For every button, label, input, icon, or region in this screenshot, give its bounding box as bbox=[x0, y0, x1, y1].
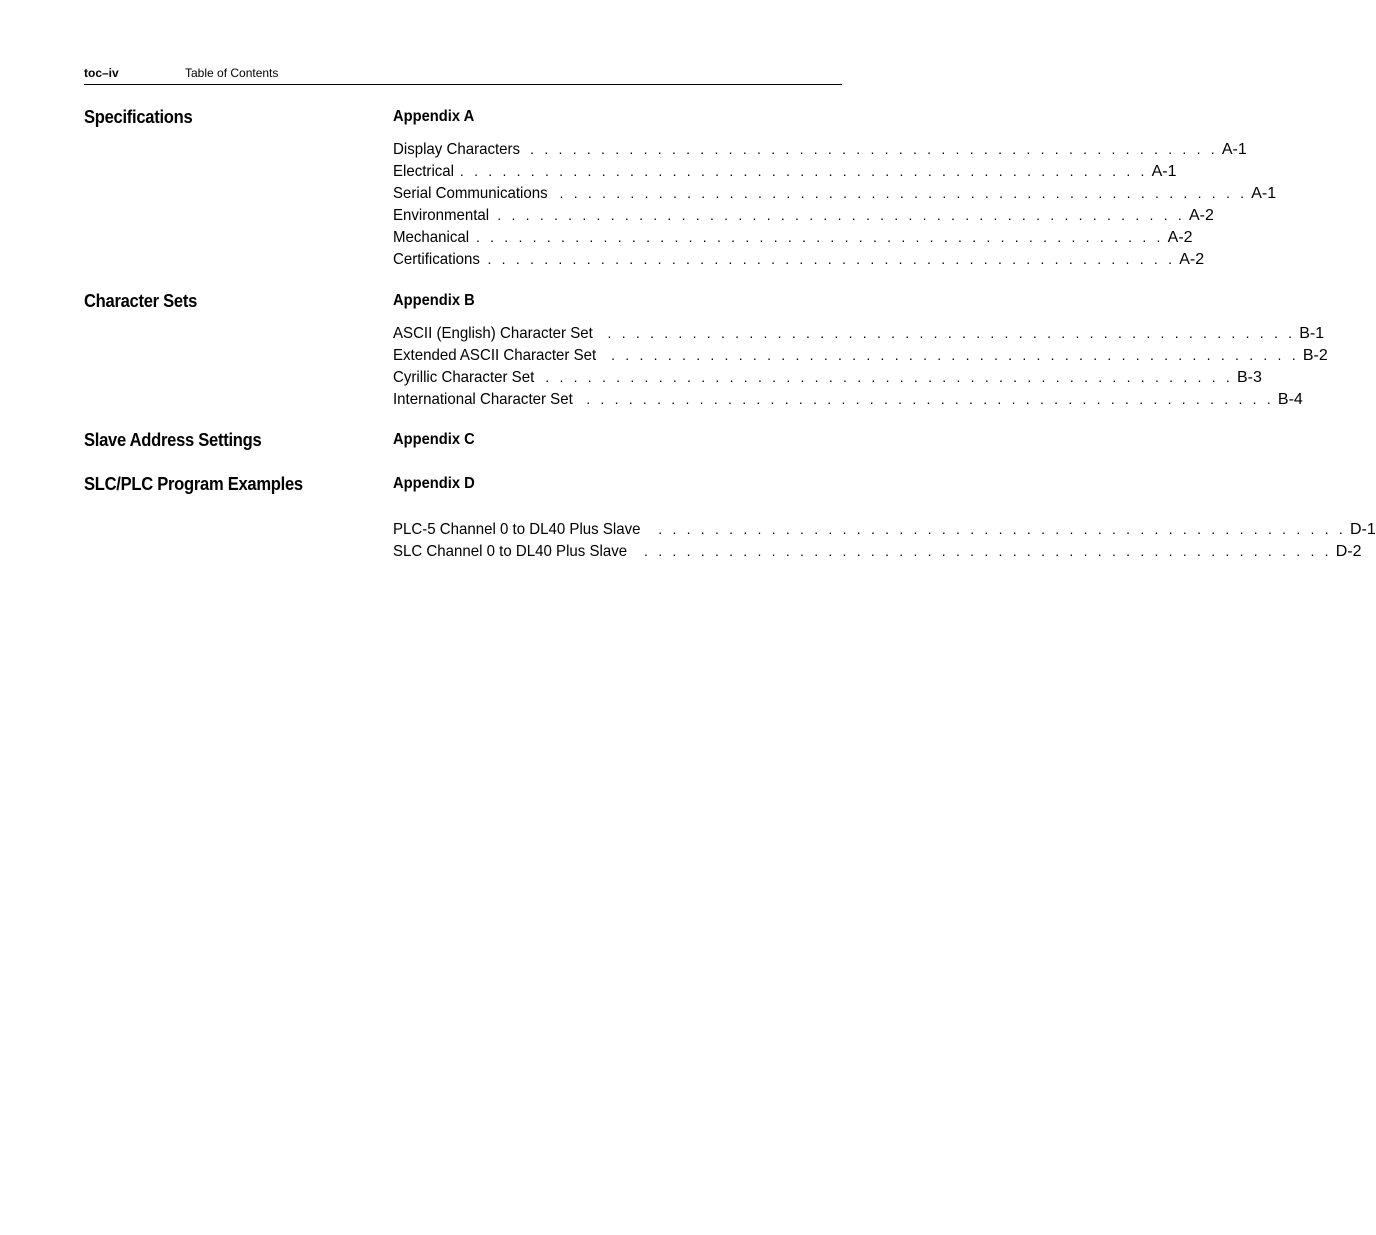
toc-entry[interactable] bbox=[393, 139, 1247, 161]
dot-leader: . . . . . . . . . . . . . . . . . . . . . . . . . . . . . . . . . . . . . . . . . . . . . . . . . bbox=[475, 229, 1164, 245]
appendix-label: Appendix C bbox=[393, 431, 475, 448]
toc-entry[interactable] bbox=[393, 323, 1325, 345]
entry-page: B-2 bbox=[1302, 347, 1328, 364]
toc-entry[interactable] bbox=[393, 541, 1362, 563]
dot-leader: . . . . . . . . . . . . . . . . . . . . . . . . . . . . . . . . . . . . . . . . . . . . . . . . . bbox=[497, 207, 1185, 223]
entry-page: A-2 bbox=[1188, 207, 1214, 224]
appendix-label: Appendix B bbox=[393, 292, 475, 309]
page-number: toc–iv bbox=[84, 66, 119, 80]
toc-entries bbox=[393, 519, 1376, 563]
toc-entries bbox=[393, 323, 1328, 411]
entry-page: A-1 bbox=[1151, 163, 1177, 180]
entry-page: A-1 bbox=[1251, 185, 1277, 202]
dot-leader: . . . . . . . . . . . . . . . . . . . . . . . . . . . . . . . . . . . . . . . . . . . . . . . . . bbox=[607, 325, 1296, 341]
entry-label: Extended ASCII Character Set bbox=[393, 347, 597, 364]
entry-label: PLC-5 Channel 0 to DL40 Plus Slave bbox=[393, 521, 641, 538]
entry-page: B-3 bbox=[1236, 369, 1262, 386]
dot-leader: . . . . . . . . . . . . . . . . . . . . . . . . . . . . . . . . . . . . . . . . . . . . . . . . . bbox=[611, 347, 1299, 363]
appendix-label: Appendix D bbox=[393, 475, 475, 492]
page-header bbox=[84, 64, 842, 85]
dot-leader: . . . . . . . . . . . . . . . . . . . . . . . . . . . . . . . . . . . . . . . . . . . . . . . . . bbox=[459, 163, 1148, 179]
entry-page: D-2 bbox=[1335, 543, 1362, 560]
entry-page: A-2 bbox=[1167, 229, 1193, 246]
dot-leader: . . . . . . . . . . . . . . . . . . . . . . . . . . . . . . . . . . . . . . . . . . . . . . . . . bbox=[545, 369, 1233, 385]
dot-leader: . . . . . . . . . . . . . . . . . . . . . . . . . . . . . . . . . . . . . . . . . . . . . . . . . bbox=[644, 543, 1332, 559]
entry-label: Cyrillic Character Set bbox=[393, 369, 535, 386]
entry-label: ASCII (English) Character Set bbox=[393, 325, 593, 342]
entry-page: B-4 bbox=[1277, 391, 1303, 408]
toc-entry[interactable] bbox=[393, 367, 1262, 389]
toc-entry[interactable] bbox=[393, 345, 1328, 367]
dot-leader: . . . . . . . . . . . . . . . . . . . . . . . . . . . . . . . . . . . . . . . . . . . . . . . . . bbox=[586, 391, 1274, 407]
dot-leader: . . . . . . . . . . . . . . . . . . . . . . . . . . . . . . . . . . . . . . . . . . . . . . . . . bbox=[658, 521, 1346, 537]
toc-entry[interactable] bbox=[393, 183, 1277, 205]
toc-entry[interactable] bbox=[393, 389, 1303, 411]
entry-label: Mechanical bbox=[393, 229, 470, 246]
entry-page: D-1 bbox=[1349, 521, 1376, 538]
header-title: Table of Contents bbox=[185, 66, 279, 80]
entry-label: Display Characters bbox=[393, 141, 521, 158]
section-title: Character Sets bbox=[84, 291, 198, 311]
entry-page: A-2 bbox=[1179, 251, 1205, 268]
section-title: Slave Address Settings bbox=[84, 430, 262, 450]
toc-entry[interactable] bbox=[393, 161, 1177, 183]
entry-page: A-1 bbox=[1221, 141, 1247, 158]
entry-label: Certifications bbox=[393, 251, 480, 268]
toc-entry[interactable] bbox=[393, 227, 1193, 249]
entry-label: SLC Channel 0 to DL40 Plus Slave bbox=[393, 543, 628, 560]
toc-entry[interactable] bbox=[393, 249, 1205, 271]
appendix-label: Appendix A bbox=[393, 108, 475, 125]
entry-page: B-1 bbox=[1299, 325, 1325, 342]
dot-leader: . . . . . . . . . . . . . . . . . . . . . . . . . . . . . . . . . . . . . . . . . . . . . . . . . bbox=[559, 185, 1248, 201]
section-title: SLC/PLC Program Examples bbox=[84, 474, 303, 494]
toc-entry[interactable] bbox=[393, 205, 1214, 227]
entry-label: Electrical bbox=[393, 163, 455, 180]
entry-label: International Character Set bbox=[393, 391, 573, 408]
dot-leader: . . . . . . . . . . . . . . . . . . . . . . . . . . . . . . . . . . . . . . . . . . . . . . . . . bbox=[530, 141, 1218, 157]
section-title: Specifications bbox=[84, 107, 193, 127]
dot-leader: . . . . . . . . . . . . . . . . . . . . . . . . . . . . . . . . . . . . . . . . . . . . . . . . . bbox=[487, 251, 1176, 267]
toc-entry[interactable] bbox=[393, 519, 1376, 541]
entry-label: Environmental bbox=[393, 207, 490, 224]
entry-label: Serial Communications bbox=[393, 185, 548, 202]
toc-entries bbox=[393, 139, 1277, 271]
